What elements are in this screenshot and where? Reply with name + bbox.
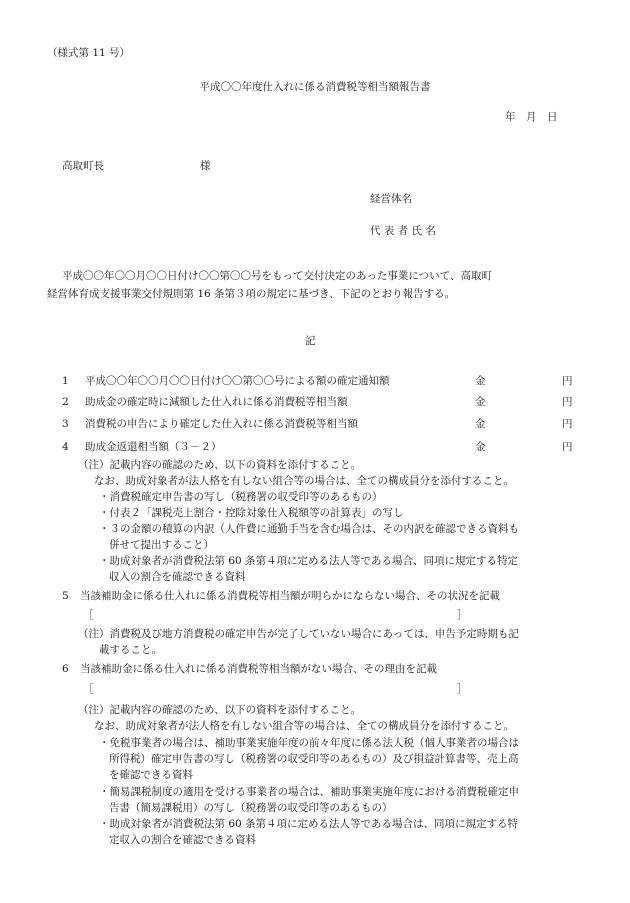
item-number: 1 bbox=[62, 375, 69, 387]
item-number: 6 bbox=[62, 663, 69, 675]
item-number: 5 bbox=[62, 590, 69, 602]
ki-heading: 記 bbox=[305, 335, 316, 347]
note-line: ・簡易課税制度の適用を受ける事業者の場合は、補助事業実施年度における消費税確定申 bbox=[99, 786, 519, 798]
kin-label: 金 bbox=[475, 441, 486, 453]
note-line: 所得税）確定申告書の写し（税務署の収受印等のあるもの）及び損益計算書等、売上高 bbox=[109, 753, 519, 765]
note-line: 告書（簡易課税用）の写し（税務署の収受印等のあるもの） bbox=[109, 802, 393, 814]
bracket-close: ］ bbox=[457, 609, 468, 621]
representative-label: 代 表 者 氏 名 bbox=[370, 225, 436, 237]
document-title: 平成〇〇年度仕入れに係る消費税等相当額報告書 bbox=[199, 81, 431, 93]
item-text: 助成金の確定時に減額した仕入れに係る消費税等相当額 bbox=[85, 396, 348, 408]
en-label: 円 bbox=[562, 441, 573, 453]
bracket-close: ］ bbox=[457, 683, 468, 695]
report-date: 年 月 日 bbox=[505, 111, 558, 123]
item-text: 平成〇〇年〇〇月〇〇日付け〇〇第〇〇号による額の確定通知額 bbox=[85, 375, 390, 387]
note-line: ・免税事業者の場合は、補助事業実施年度の前々年度に係る法人税（個人事業者の場合は bbox=[99, 737, 519, 749]
en-label: 円 bbox=[562, 375, 573, 387]
note-line: （注）消費税及び地方消費税の確定申告が完了していない場合にあっては、申告予定時期も記 bbox=[78, 628, 519, 640]
note-line: ・消費税確定申告書の写し（税務署の収受印等のあるもの） bbox=[99, 491, 383, 503]
item-text: 助成金返還相当額（３－２） bbox=[85, 441, 222, 453]
addressee-name: 高取町長 bbox=[62, 160, 104, 172]
note-line: を確認できる資料 bbox=[109, 769, 193, 781]
note-line: 収入の割合を確認できる資料 bbox=[109, 571, 246, 583]
item-text: 消費税の申告により確定した仕入れに係る消費税等相当額 bbox=[85, 418, 358, 430]
bracket-open: ［ bbox=[83, 609, 94, 621]
addressee-honorific: 様 bbox=[200, 160, 211, 172]
kin-label: 金 bbox=[475, 396, 486, 408]
item-text: 当該補助金に係る仕入れに係る消費税等相当額がない場合、その理由を記載 bbox=[80, 663, 437, 675]
kin-label: 金 bbox=[475, 375, 486, 387]
item-number: 4 bbox=[62, 441, 69, 453]
note-line: なお、助成対象者が法人格を有しない組合等の場合は、全ての構成員分を添付すること。 bbox=[94, 475, 514, 487]
item-text: 当該補助金に係る仕入れに係る消費税等相当額が明らかにならない場合、その状況を記載 bbox=[80, 590, 500, 602]
note-line: ・助成対象者が消費税法第 60 条第４項に定める法人等である場合は、同項に規定する特 bbox=[99, 818, 519, 830]
intro-line: 平成〇〇年〇〇月〇〇日付け〇〇第〇〇号をもって交付決定のあった事業について、高取町 bbox=[62, 270, 492, 282]
item-number: 3 bbox=[62, 418, 69, 430]
kin-label: 金 bbox=[475, 418, 486, 430]
intro-line: 経営体育成支援事業交付規則第 16 条第３項の規定に基づき、下記のとおり報告する。 bbox=[47, 288, 456, 300]
note-line: なお、助成対象者が法人格を有しない組合等の場合は、全ての構成員分を添付すること。 bbox=[94, 720, 514, 732]
organization-label: 経営体名 bbox=[370, 193, 412, 205]
note-line: ・３の金額の積算の内訳（人件費に通勤手当を含む場合は、その内訳を確認できる資料も bbox=[99, 523, 519, 535]
note-line: （注）記載内容の確認のため、以下の資料を添付すること。 bbox=[78, 459, 362, 471]
note-line: ・付表２「課税売上割合・控除対象仕入税額等の計算表」の写し bbox=[99, 507, 404, 519]
note-line: ・助成対象者が消費税法第 60 条第４項に定める法人等である場合、同項に規定する特定 bbox=[99, 555, 519, 567]
bracket-open: ［ bbox=[83, 683, 94, 695]
item-number: 2 bbox=[62, 396, 69, 408]
form-number: （様式第 11 号） bbox=[47, 47, 131, 59]
en-label: 円 bbox=[562, 418, 573, 430]
note-line: 定収入の割合を確認できる資料 bbox=[109, 834, 256, 846]
note-line: 載すること。 bbox=[99, 644, 162, 656]
en-label: 円 bbox=[562, 396, 573, 408]
note-line: （注）記載内容の確認のため、以下の資料を添付すること。 bbox=[78, 704, 362, 716]
note-line: 併せて提出すること） bbox=[109, 539, 214, 551]
